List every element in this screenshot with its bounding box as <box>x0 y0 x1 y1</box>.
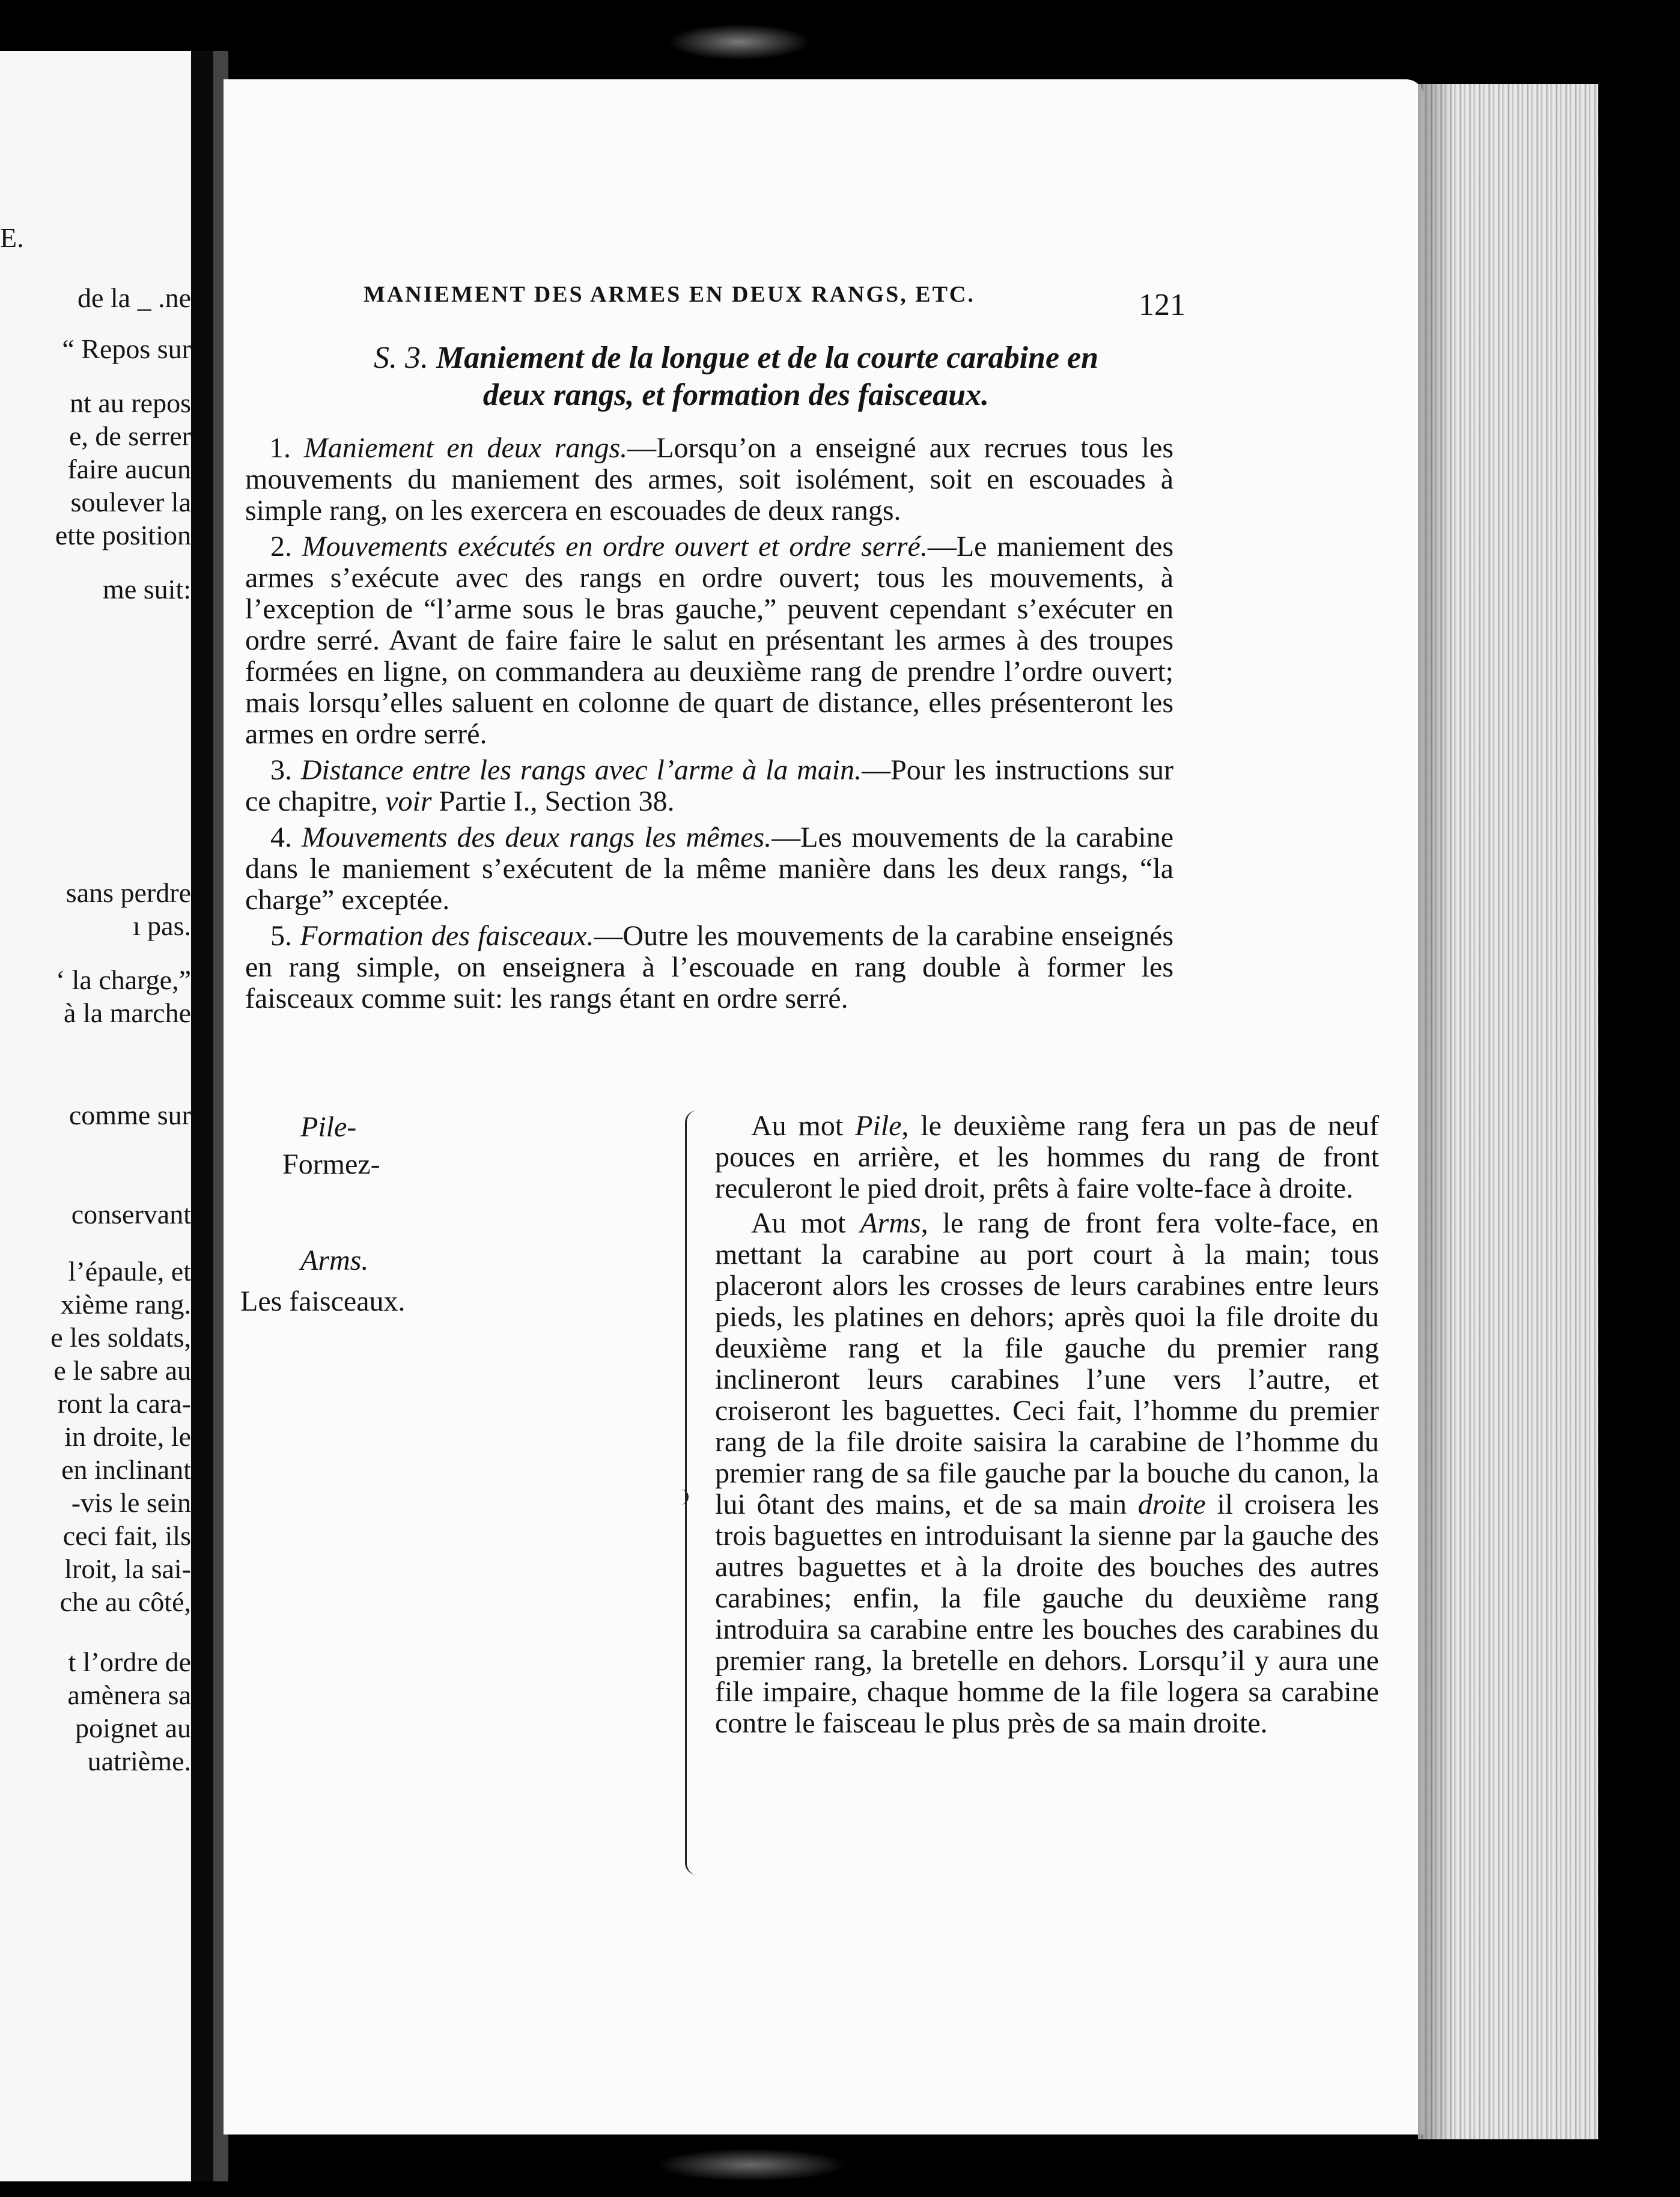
command-arms: Arms. <box>300 1245 369 1276</box>
explanation-arms <box>715 1208 1379 1739</box>
paragraph-heading: Maniement en deux rangs. <box>303 432 628 464</box>
explanation-body: , le deuxième rang fera un pas de neuf pouces en arrière, et les hommes du rang de front reculeront le pied droit, prêts à faire volte-face à droite. <box>715 1110 1379 1204</box>
command-faisceaux: Les faisceaux. <box>240 1285 406 1317</box>
left-page-line: me suit: <box>103 574 191 605</box>
left-page-line: soulever la <box>70 487 191 517</box>
paragraph-4 <box>245 822 1173 916</box>
left-page-line: l’épaule, et <box>68 1256 191 1287</box>
paragraph-2 <box>245 531 1173 750</box>
left-page-line: e, de serrer <box>68 421 191 451</box>
left-page-line: de la _ .ne <box>77 282 191 313</box>
paragraph-voir: voir <box>385 785 432 817</box>
explanation-tail: il croisera les trois baguettes en introduisant la sienne par la gauche des autres baguettes et à la droite des bouches des autres carabines; enfin, la file gauche du deuxième rang introduira sa carabine entre les bouches des carabines du premier rang, la bretelle en dehors. Lorsqu’il y aura une file impaire, chaque homme de la file logera sa carabine contre le faisceau le plus près de sa main droite. <box>715 1489 1379 1739</box>
left-page-line: “ Repos sur <box>62 334 191 364</box>
left-page-line: uatrième. <box>87 1746 191 1776</box>
running-head: MANIEMENT DES ARMES EN DEUX RANGS, ETC. <box>364 282 975 307</box>
left-page-line: amènera sa <box>67 1680 191 1710</box>
left-page-line: t l’ordre de <box>68 1647 191 1677</box>
paragraph-number: 3. <box>270 754 292 786</box>
section-title-line2: deux rangs, et formation des faisceaux. <box>482 378 990 412</box>
section-title-line1: Maniement de la longue et de la courte carabine en <box>436 341 1099 375</box>
binding-shadow-top <box>667 24 811 60</box>
paragraph-heading: Distance entre les rangs avec l’arme à la main. <box>300 754 862 786</box>
paragraph-1 <box>245 433 1173 526</box>
paragraph-heading: Mouvements des deux rangs les mêmes. <box>301 821 772 853</box>
left-page-line: in droite, le <box>64 1421 191 1452</box>
left-page-line: ront la cara- <box>57 1388 191 1419</box>
paragraph-number: 4. <box>270 821 292 853</box>
explanation-body: , le rang de front fera volte-face, en mettant la carabine au port court à la main; tous placeront alors les crosses de leurs carabines entre leurs pieds, les platines en dehors; après quoi la file droite du deuxième rang et la file gauche du premier rang inclineront leurs carabines l’une vers l’autre, et croiseront les baguettes. Ceci fait, l’homme du premier rang de la file droite saisira la carabine de l’homme du premier rang de sa file gauche par la bouche du canon, la lui ôtant des mains, et de sa main <box>715 1207 1379 1520</box>
explanation-lead: Au mot <box>751 1207 860 1239</box>
paragraph-number: 1. <box>269 432 291 464</box>
left-page-line: sans perdre <box>65 877 191 908</box>
left-page-line: ı pas. <box>132 910 191 941</box>
command-pile: Pile- <box>300 1111 357 1143</box>
section-title <box>294 340 1178 414</box>
left-page-line: à la marche <box>64 998 191 1028</box>
paragraph-heading: Mouvements exécutés en ordre ouvert et ordre serré. <box>302 531 928 562</box>
explanation-keyword: Arms <box>860 1207 921 1239</box>
left-page-line: lroit, la sai- <box>64 1553 191 1584</box>
left-page-line: e les soldats, <box>50 1322 191 1353</box>
paragraph-body: —Pour les instructions sur ce chapitre, <box>245 754 1174 817</box>
page-edge-shadow <box>1418 84 1454 2139</box>
left-page-line: e le sabre au <box>53 1355 191 1386</box>
paragraph-tail: Partie I., Section 38. <box>431 785 675 817</box>
facing-page-left <box>0 51 191 2181</box>
explanation-keyword: Pile <box>855 1110 902 1142</box>
left-page-line: ette position <box>55 520 191 550</box>
explanation-lead: Au mot <box>751 1110 856 1142</box>
body-text <box>245 433 1173 1019</box>
left-page-line: che au côté, <box>59 1586 191 1617</box>
left-page-line: E. <box>0 222 24 253</box>
explanation-droite: droite <box>1137 1489 1206 1520</box>
command-formez: Formez- <box>282 1148 380 1180</box>
left-page-line: nt au repos <box>70 388 191 418</box>
left-page-line: conservant <box>71 1199 191 1230</box>
paragraph-body: —Les mouvements de la carabine dans le maniement s’exécutent de la même manière dans les deux rangs, “la charge” exceptée. <box>245 821 1174 916</box>
paragraph-body: —Lorsqu’on a enseigné aux recrues tous les mouvements du maniement des armes, soit isolément, soit en escouades à simple rang, on les exercera en escouades de deux rangs. <box>245 432 1174 526</box>
paragraph-number: 5. <box>270 920 292 952</box>
left-page-line: -vis le sein <box>71 1487 191 1518</box>
paragraph-heading: Formation des faisceaux. <box>300 920 594 952</box>
left-page-line: faire aucun <box>67 454 191 484</box>
paragraph-3 <box>245 755 1173 817</box>
left-page-line: xième rang. <box>60 1289 191 1320</box>
paragraph-body: —Le maniement des armes s’exécute avec des rangs en ordre ouvert; tous les mouvements, à l’exception de “l’arme sous le bras gauche,” peuvent cependant s’exécuter en ordre serré. Avant de faire faire le salut en présentant les armes à des troupes formées en ligne, on commandera au deuxième rang de prendre l’ordre ouvert; mais lorsqu’elles saluent en colonne de quart de distance, elles présenteront les armes en ordre serré. <box>245 531 1174 750</box>
page-number: 121 <box>1139 288 1185 322</box>
left-page-line: comme sur <box>68 1100 191 1130</box>
paragraph-body: —Outre les mouvements de la carabine enseignés en rang simple, on enseignera à l’escouade en rang double à former les faisceaux comme suit: les rangs étant en ordre serré. <box>245 920 1174 1014</box>
left-page-line: poignet au <box>75 1713 191 1743</box>
left-page-line: en inclinant <box>61 1454 191 1485</box>
command-explanations <box>715 1111 1379 1743</box>
binding-shadow-bottom <box>655 2148 847 2181</box>
paragraph-5 <box>245 921 1173 1014</box>
section-number: S. 3. <box>373 341 428 375</box>
explanation-pile <box>715 1111 1379 1204</box>
left-page-line: ‘ la charge,” <box>55 964 191 995</box>
command-block <box>240 1110 1379 1880</box>
paragraph-number: 2. <box>270 531 292 562</box>
left-page-line: ceci fait, ils <box>62 1520 191 1551</box>
